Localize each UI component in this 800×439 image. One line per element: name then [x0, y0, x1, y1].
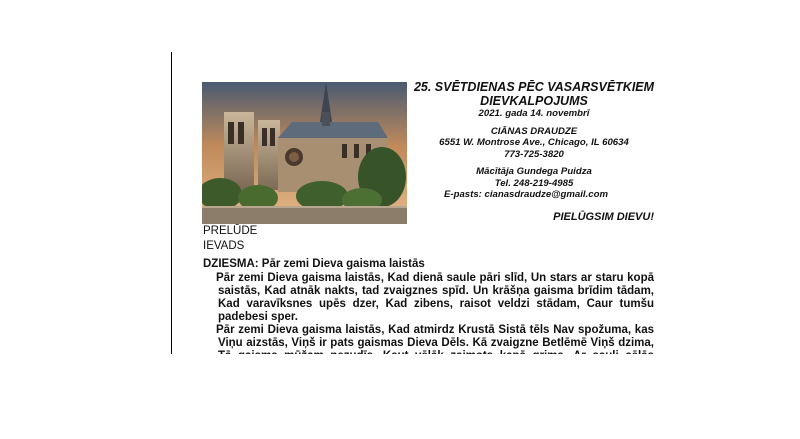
hymn-verse-1: Pār zemi Dieva gaisma laistās, Kad dienā saule pāri slīd, Un stars ar staru kopā saistās, Kad atnāk nakts, tad zvaigznes spīd. Un krāšņa gaisma brīdim tādam, Kad varavīksnes upēs dzer, Kad zibens, raisot veldzi stādam, Caur tumšu padebesi sper. — [216, 272, 654, 323]
prayer-call: PIELŪGSIM DIEVU! — [553, 211, 654, 223]
service-title-line1: 25. SVĒTDIENAS PĒC VASARSVĒTKIEM — [413, 80, 655, 94]
pastor-name: Mācītāja Gundega Puidza — [476, 166, 592, 177]
order-prelude: PRELŪDE — [203, 225, 258, 237]
hymn-heading: DZIESMA: Pār zemi Dieva gaisma laistās — [203, 258, 425, 270]
hymn-verse-2: Pār zemi Dieva gaisma laistās, Kad atmirdz Krustā Sistā tēls Nav spožuma, kas Viņu aizstās, Viņš ir pats gaismas Dieva Dēls. Kā zvaigzne Betlēmē Viņš dzima, — [216, 324, 654, 349]
congregation-address: 6551 W. Montrose Ave., Chicago, IL 60634 — [439, 137, 629, 148]
service-title-line2: DIEVKALPOJUMS — [480, 94, 588, 108]
service-date: 2021. gada 14. novembrī — [478, 108, 590, 119]
email-line: E-pasts: cianasdraudze@gmail.com — [444, 189, 608, 200]
cathedral-photo — [202, 82, 407, 224]
margin-rule — [171, 52, 172, 354]
page-cutoff — [200, 354, 670, 394]
bulletin-header — [410, 80, 658, 201]
congregation-phone: 773-725-3820 — [504, 148, 564, 160]
pastor-phone: Tel. 248-219-4985 — [494, 177, 574, 189]
congregation-name: CIĀNAS DRAUDZE — [490, 125, 578, 137]
order-intro: IEVADS — [203, 240, 245, 252]
